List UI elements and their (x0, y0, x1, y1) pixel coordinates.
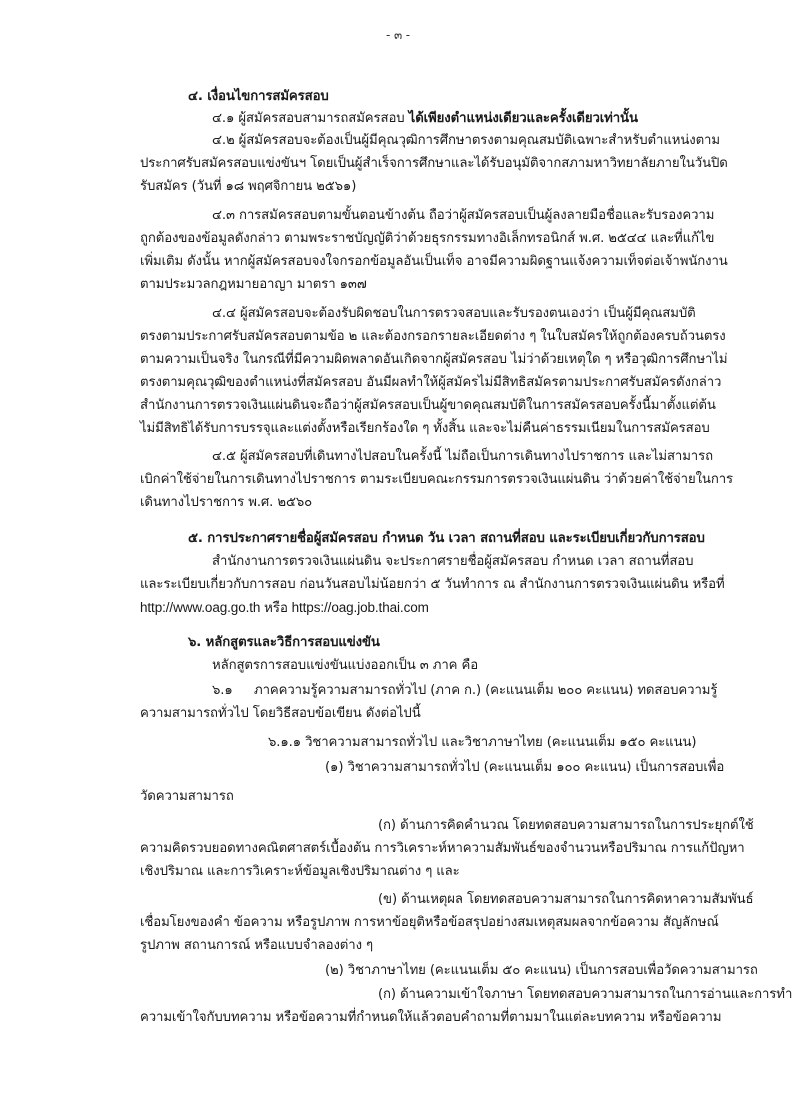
sub-1-a-line: (ก) ด้านการคิดคำนวณ โดยทดสอบความสามารถในการประยุกต์ใช้ (378, 818, 754, 833)
item-4-1-label: ๔.๑ ผู้สมัครสอบสามารถสมัครสอบ (212, 111, 409, 126)
sub-1-line: วัดความสามารถ (140, 789, 234, 804)
item-6-1-line: ความสามารถทั่วไป โดยวิธีสอบข้อเขียน ดังต่อไปนี้ (140, 706, 421, 721)
item-6-1-line: ภาคความรู้ความสามารถทั่วไป (ภาค ก.) (คะแนนเต็ม ๒๐๐ คะแนน) ทดสอบความรู้ (254, 683, 718, 698)
sub-1-a-line: ความคิดรวบยอดทางคณิตศาสตร์เบื้องต้น การวิเคราะห์หาความสัมพันธ์ของจำนวนหรือปริมาณ การแก้ปัญหา (140, 841, 745, 856)
section-5-heading: ๕. การประกาศรายชื่อผู้สมัครสอบ กำหนด วัน เวลา สถานที่สอบ และระเบียบเกี่ยวกับการสอบ (188, 531, 705, 546)
item-4-5-line: ๔.๕ ผู้สมัครสอบที่เดินทางไปสอบในครั้งนี้ ไม่ถือเป็นการเดินทางไปราชการ และไม่สามารถ (212, 449, 713, 464)
item-4-3-line: ๔.๓ การสมัครสอบตามขั้นตอนข้างต้น ถือว่าผู้สมัครสอบเป็นผู้ลงลายมือชื่อและรับรองความ (212, 208, 715, 223)
item-4-1-emphasis: ได้เพียงตำแหน่งเดียวและครั้งเดียวเท่านั้น (408, 111, 638, 126)
sub-1-b-line: รูปภาพ สถานการณ์ หรือแบบจำลองต่าง ๆ (140, 938, 373, 953)
item-4-3-line: เพิ่มเติม ดังนั้น หากผู้สมัครสอบจงใจกรอกข้อมูลอันเป็นเท็จ อาจมีความผิดฐานแจ้งความเท็จต่อเจ้าพนักงาน (140, 254, 728, 269)
item-4-5-line: เบิกค่าใช้จ่ายในการเดินทางไปราชการ ตามระเบียบคณะกรรมการตรวจเงินแผ่นดิน ว่าด้วยค่าใช้จ่ายในการ (140, 472, 734, 487)
section-6-intro: หลักสูตรการสอบแข่งขันแบ่งออกเป็น ๓ ภาค คือ (212, 658, 479, 673)
item-4-1 (212, 108, 638, 130)
item-6-1-number: ๖.๑ (212, 683, 233, 698)
sub-2-a-line: ความเข้าใจกับบทความ หรือข้อความที่กำหนดให้แล้วตอบคำถามที่ตามมาในแต่ละบทความ หรือข้อความ (140, 1010, 722, 1025)
item-4-5-line: เดินทางไปราชการ พ.ศ. ๒๕๖๐ (140, 495, 313, 510)
sub-1-b-line: (ข) ด้านเหตุผล โดยทดสอบความสามารถในการคิดหาความสัมพันธ์ (378, 892, 754, 907)
section-5-links (140, 597, 429, 619)
section-6-heading: ๖. หลักสูตรและวิธีการสอบแข่งขัน (188, 635, 380, 650)
item-4-2-line: รับสมัคร (วันที่ ๑๘ พฤศจิกายน ๒๕๖๑) (140, 179, 357, 194)
link-connector: หรือ (260, 600, 292, 615)
sub-1-a-line: เชิงปริมาณ และการวิเคราะห์ข้อมูลเชิงปริมาณต่าง ๆ และ (140, 864, 460, 879)
item-4-4-line: ตามความเป็นจริง ในกรณีที่มีความผิดพลาดอันเกิดจากผู้สมัครสอบ ไม่ว่าด้วยเหตุใด ๆ หรือวุฒิการศึกษาไม่ (140, 352, 728, 367)
section-5-body-line: สำนักงานการตรวจเงินแผ่นดิน จะประกาศรายชื่อผู้สมัครสอบ กำหนด เวลา สถานที่สอบ (212, 554, 694, 569)
item-4-4-line: ตรงตามคุณวุฒิของตำแหน่งที่สมัครสอบ อันมีผลทำให้ผู้สมัครไม่มีสิทธิสมัครตามประกาศรับสมัครดังกล่าว (140, 375, 722, 390)
item-4-4-line: สำนักงานการตรวจเงินแผ่นดินจะถือว่าผู้สมัครสอบเป็นผู้ขาดคุณสมบัติในการสมัครสอบครั้งนี้มาตั้งแต่ต้น (140, 398, 716, 413)
item-4-4-line: ตรงตามประกาศรับสมัครสอบตามข้อ ๒ และต้องกรอกรายละเอียดต่าง ๆ ในใบสมัครให้ถูกต้องครบถ้วนตรง (140, 329, 726, 344)
section-5-body-line: และระเบียบเกี่ยวกับการสอบ ก่อนวันสอบไม่น้อยกว่า ๕ วันทำการ ณ สำนักงานการตรวจเงินแผ่นดิน หรือที่ (140, 577, 725, 592)
item-4-2-line: ๔.๒ ผู้สมัครสอบจะต้องเป็นผู้มีคุณวุฒิการศึกษาตรงตามคุณสมบัติเฉพาะสำหรับตำแหน่งตาม (212, 133, 720, 148)
sub-1-line: (๑) วิชาความสามารถทั่วไป (คะแนนเต็ม ๑๐๐ คะแนน) เป็นการสอบเพื่อ (325, 760, 725, 775)
item-6-1-1: ๖.๑.๑ วิชาความสามารถทั่วไป และวิชาภาษาไทย (คะแนนเต็ม ๑๕๐ คะแนน) (268, 735, 697, 750)
section-4-heading: ๔. เงื่อนไขการสมัครสอบ (188, 89, 329, 104)
page-number: - ๓ - (386, 28, 410, 42)
item-4-2-line: ประกาศรับสมัครสอบแข่งขันฯ โดยเป็นผู้สำเร็จการศึกษาและได้รับอนุมัติจากสภามหาวิทยาลัยภายในวันปิด (140, 156, 728, 171)
item-4-4-line: ไม่มีสิทธิได้รับการบรรจุและแต่งตั้งหรือเรียกร้องใด ๆ ทั้งสิ้น และจะไม่คืนค่าธรรมเนียมในการสมัครสอบ (140, 421, 710, 436)
item-4-3-line: ตามประมวลกฎหมายอาญา มาตรา ๑๓๗ (140, 277, 367, 292)
item-4-4-line: ๔.๔ ผู้สมัครสอบจะต้องรับผิดชอบในการตรวจสอบและรับรองตนเองว่า เป็นผู้มีคุณสมบัติ (212, 306, 696, 321)
oag-website-link[interactable]: http://www.oag.go.th (140, 600, 261, 615)
sub-2-a-line: (ก) ด้านความเข้าใจภาษา โดยทดสอบความสามารถในการอ่านและการทำ (378, 987, 793, 1002)
oag-job-link[interactable]: https://oag.job.thai.com (291, 600, 429, 615)
sub-2-line: (๒) วิชาภาษาไทย (คะแนนเต็ม ๕๐ คะแนน) เป็นการสอบเพื่อวัดความสามารถ (325, 963, 758, 978)
item-4-3-line: ถูกต้องของข้อมูลดังกล่าว ตามพระราชบัญญัติว่าด้วยธุรกรรมทางอิเล็กทรอนิกส์ พ.ศ. ๒๕๔๔ และที่แก้ไข (140, 231, 715, 246)
sub-1-b-line: เชื่อมโยงของคำ ข้อความ หรือรูปภาพ การหาข้อยุติหรือข้อสรุปอย่างสมเหตุสมผลจากข้อความ สัญลักษณ์ (140, 915, 719, 930)
